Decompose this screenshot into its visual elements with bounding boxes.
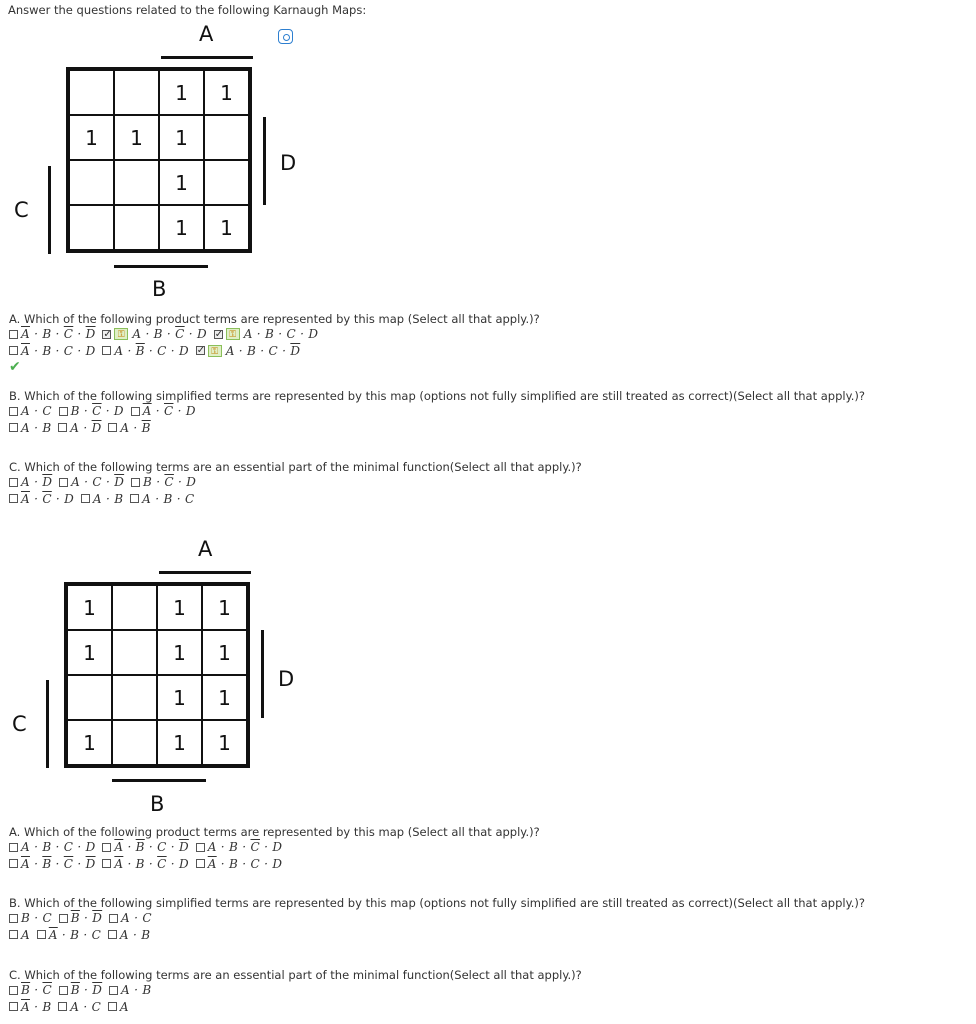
map1-bar-b bbox=[114, 265, 208, 268]
map2-qa-options bbox=[9, 839, 540, 872]
term-label: $A \cdot B \cdot C \cdot \overline{D}$ bbox=[225, 343, 301, 358]
term-variable: C bbox=[157, 840, 167, 854]
term-label: $A \cdot \overline{D}$ bbox=[70, 420, 102, 435]
map2-grid bbox=[64, 582, 250, 768]
map1-cell bbox=[69, 160, 114, 205]
option-checkbox[interactable] bbox=[59, 914, 68, 923]
term-label: $\overline{A} \cdot B \cdot C \cdot D$ bbox=[207, 856, 283, 871]
term-variable: $\overline{B}$ bbox=[70, 983, 80, 997]
term-variable: B bbox=[142, 983, 152, 997]
map2-question-b: B. Which of the following simplified terms are represented by this map (options not fully simplified are still treated as correct)(Select all that apply.)? B · C $\overline{B} \cdot \overline{D}$ A · C A $\overline{A} \cdot B \cdot C$ A · B bbox=[9, 896, 866, 942]
map1-bar-a bbox=[161, 56, 253, 59]
term-variable: $\overline{D}$ bbox=[92, 983, 103, 997]
map1-cell: 1 bbox=[114, 115, 159, 160]
term-variable: B bbox=[229, 856, 239, 871]
option-checkbox[interactable] bbox=[59, 478, 68, 487]
term-variable: A bbox=[21, 404, 30, 418]
term-variable: $\overline{A}$ bbox=[48, 927, 58, 942]
answer-option[interactable] bbox=[58, 999, 101, 1015]
term-variable: $\overline{D}$ bbox=[85, 327, 96, 341]
option-checkbox[interactable] bbox=[9, 986, 18, 995]
term-variable: $\overline{C}$ bbox=[42, 491, 52, 506]
term-variable: $\overline{A}$ bbox=[21, 856, 30, 871]
answer-option[interactable] bbox=[58, 420, 101, 436]
answer-option[interactable] bbox=[9, 910, 52, 926]
answer-option[interactable] bbox=[59, 910, 102, 926]
term-variable: $\overline{C}$ bbox=[163, 404, 174, 418]
map1-question-b: B. Which of the following simplified terms are represented by this map (options not fully simplified are still treated as correct)(Select all that apply.)? A · C $B \cdot \overline{C} \cdot D$ $\overline{A} \cdot \overline{C} \cdot D$ A · B $A \cdot \overline{D}$ $A \cdot \overline{B}$ bbox=[9, 389, 866, 435]
option-checkbox[interactable] bbox=[108, 930, 117, 939]
map2-cell: 1 bbox=[202, 675, 247, 720]
answer-option[interactable] bbox=[59, 982, 102, 998]
term-variable: $\overline{B}$ bbox=[135, 840, 145, 854]
term-variable: A bbox=[21, 420, 30, 435]
map1-cell: 1 bbox=[204, 205, 249, 250]
answer-option[interactable] bbox=[130, 491, 194, 507]
term-variable: C bbox=[63, 840, 74, 854]
term-variable: $\overline{A}$ bbox=[142, 404, 152, 418]
map1-qb-options bbox=[9, 403, 865, 436]
option-checkbox[interactable] bbox=[9, 914, 18, 923]
term-label: $\overline{A} \cdot B \cdot C$ bbox=[48, 927, 102, 942]
option-row bbox=[9, 927, 865, 944]
option-row bbox=[9, 403, 865, 420]
term-variable: B bbox=[163, 491, 173, 506]
term-label: A · C bbox=[70, 999, 102, 1014]
map1-cell bbox=[114, 205, 159, 250]
term-variable: D bbox=[186, 475, 197, 489]
term-variable: D bbox=[272, 840, 283, 854]
answer-key-icon: ⚿ bbox=[208, 345, 222, 357]
term-variable: B bbox=[70, 927, 80, 942]
term-variable: B bbox=[42, 343, 52, 358]
answer-option[interactable] bbox=[9, 491, 74, 507]
term-label: $\overline{A} \cdot \overline{C} \cdot D$ bbox=[21, 491, 75, 506]
answer-option[interactable] bbox=[59, 403, 124, 419]
term-variable: $\overline{C}$ bbox=[164, 475, 174, 489]
term-variable: $\overline{A}$ bbox=[21, 999, 30, 1014]
term-variable: A bbox=[207, 840, 217, 854]
term-variable: A bbox=[70, 420, 80, 435]
option-row bbox=[9, 856, 540, 873]
answer-option[interactable] bbox=[9, 839, 96, 855]
map2-bar-c bbox=[46, 680, 49, 768]
map2-cell bbox=[112, 585, 157, 630]
term-variable: B bbox=[247, 343, 257, 358]
term-variable: $\overline{D}$ bbox=[85, 856, 96, 871]
option-checkbox[interactable] bbox=[9, 494, 18, 503]
map1-label-c: C bbox=[14, 198, 29, 222]
term-label: $\overline{A} \cdot \overline{B} \cdot \overline{C} \cdot \overline{D}$ bbox=[21, 856, 96, 871]
answer-option[interactable] bbox=[9, 927, 30, 943]
term-label: $\overline{A} \cdot B$ bbox=[21, 999, 52, 1014]
term-label: A · B bbox=[121, 983, 152, 997]
answer-option[interactable] bbox=[9, 343, 96, 359]
term-variable: $\overline{A}$ bbox=[114, 856, 124, 871]
option-row bbox=[9, 474, 582, 491]
map2-label-c: C bbox=[12, 712, 27, 736]
option-checkbox[interactable] bbox=[109, 986, 118, 995]
term-label: $\overline{A} \cdot B \cdot \overline{C} \cdot \overline{D}$ bbox=[21, 327, 96, 341]
term-variable: C bbox=[184, 491, 195, 506]
term-label bbox=[21, 927, 30, 943]
answer-option[interactable] bbox=[131, 403, 196, 419]
map1-label-b: B bbox=[152, 277, 167, 301]
term-variable: D bbox=[64, 491, 75, 506]
map2-cell bbox=[112, 675, 157, 720]
map2-question-c: C. Which of the following terms are an essential part of the minimal function(Select all that apply.)? $\overline{B} \cdot \overline{C}$ $\overline{B} \cdot \overline{D}$ A · B $\overline{A} \cdot B$ A · C A bbox=[9, 968, 582, 1014]
answer-option[interactable] bbox=[102, 326, 207, 342]
term-variable: A bbox=[121, 983, 130, 997]
term-label: A · B · C · D bbox=[243, 327, 319, 341]
term-variable: $\overline{D}$ bbox=[92, 911, 103, 925]
map1-cell bbox=[69, 70, 114, 115]
term-label: A · C bbox=[21, 404, 52, 418]
term-variable: B bbox=[153, 327, 163, 341]
map1-cell: 1 bbox=[204, 70, 249, 115]
term-variable: $\overline{C}$ bbox=[42, 983, 52, 997]
map2-cell: 1 bbox=[67, 585, 112, 630]
term-variable: $\overline{A}$ bbox=[21, 343, 30, 358]
term-variable: $\overline{A}$ bbox=[21, 327, 30, 341]
term-label: $\overline{B} \cdot \overline{C}$ bbox=[21, 983, 52, 997]
term-label: $\overline{A} \cdot \overline{C} \cdot D$ bbox=[142, 404, 196, 418]
term-label: $\overline{A} \cdot B \cdot C \cdot D$ bbox=[21, 343, 96, 358]
term-variable: $\overline{C}$ bbox=[92, 404, 102, 418]
option-checkbox[interactable] bbox=[108, 1002, 117, 1011]
term-variable: $\overline{A}$ bbox=[207, 856, 217, 871]
term-variable: B bbox=[265, 327, 275, 341]
option-checkbox[interactable] bbox=[109, 914, 118, 923]
answer-option[interactable] bbox=[9, 856, 96, 872]
term-label: $A \cdot B \cdot \overline{C} \cdot D$ bbox=[132, 327, 207, 341]
instructions: Answer the questions related to the following Karnaugh Maps: bbox=[8, 3, 367, 17]
term-variable: $\overline{A}$ bbox=[114, 840, 124, 854]
option-checkbox[interactable] bbox=[9, 859, 18, 868]
option-checkbox[interactable] bbox=[102, 330, 111, 339]
term-variable: B bbox=[42, 999, 52, 1014]
term-variable: A bbox=[132, 327, 142, 341]
answer-option[interactable] bbox=[9, 403, 52, 419]
map2-cell: 1 bbox=[202, 585, 247, 630]
term-variable: C bbox=[91, 927, 102, 942]
option-checkbox[interactable] bbox=[37, 930, 46, 939]
term-variable: D bbox=[113, 404, 124, 418]
option-row bbox=[9, 839, 540, 856]
option-checkbox[interactable] bbox=[214, 330, 223, 339]
term-variable: $\overline{D}$ bbox=[178, 840, 189, 854]
map2-cell: 1 bbox=[157, 675, 202, 720]
term-variable: $\overline{C}$ bbox=[250, 840, 260, 854]
term-variable: C bbox=[157, 343, 167, 358]
term-variable: C bbox=[91, 999, 102, 1014]
term-label: $B \cdot \overline{C} \cdot D$ bbox=[70, 404, 124, 418]
option-checkbox[interactable] bbox=[9, 330, 18, 339]
option-row bbox=[9, 491, 582, 508]
term-label: A · B bbox=[119, 927, 151, 942]
option-checkbox[interactable] bbox=[9, 843, 18, 852]
option-checkbox[interactable] bbox=[196, 346, 205, 355]
term-variable: A bbox=[121, 911, 130, 925]
option-checkbox[interactable] bbox=[9, 478, 18, 487]
option-checkbox[interactable] bbox=[130, 494, 139, 503]
term-variable: $\overline{B}$ bbox=[141, 420, 151, 435]
term-label: A · B bbox=[21, 420, 52, 435]
term-variable: A bbox=[119, 999, 129, 1014]
answer-option[interactable] bbox=[9, 982, 52, 998]
answer-option[interactable] bbox=[9, 474, 52, 490]
map2-cell: 1 bbox=[67, 720, 112, 765]
answer-option[interactable] bbox=[9, 420, 51, 436]
term-variable: A bbox=[71, 475, 81, 489]
map1-cell bbox=[204, 115, 249, 160]
map2-label-b: B bbox=[150, 792, 165, 816]
answer-option[interactable] bbox=[196, 343, 301, 359]
option-checkbox[interactable] bbox=[102, 859, 111, 868]
option-row bbox=[9, 343, 540, 360]
term-variable: B bbox=[70, 404, 80, 418]
term-variable: D bbox=[308, 327, 319, 341]
option-checkbox[interactable] bbox=[81, 494, 90, 503]
term-label: $B \cdot \overline{C} \cdot D$ bbox=[142, 475, 197, 489]
map1-question-c: C. Which of the following terms are an essential part of the minimal function(Select all that apply.)? $A \cdot \overline{D}$ $A \cdot C \cdot \overline{D}$ $B \cdot \overline{C} \cdot D$ $\overline{A} \cdot \overline{C} \cdot D$ A · B A · B · C bbox=[9, 460, 582, 506]
answer-option[interactable] bbox=[108, 420, 150, 436]
term-label: B · C bbox=[21, 911, 52, 925]
answer-option[interactable] bbox=[59, 474, 124, 490]
answer-option[interactable] bbox=[109, 982, 151, 998]
answer-option[interactable] bbox=[102, 839, 189, 855]
answer-option[interactable] bbox=[214, 326, 319, 342]
term-variable: $\overline{C}$ bbox=[157, 856, 167, 871]
term-variable: B bbox=[142, 475, 153, 489]
option-row bbox=[9, 910, 865, 927]
answer-option[interactable] bbox=[9, 326, 96, 342]
term-label bbox=[120, 999, 129, 1015]
term-variable: $\overline{C}$ bbox=[63, 327, 74, 341]
term-variable: $\overline{B}$ bbox=[42, 856, 52, 871]
map1-label-a: A bbox=[199, 22, 214, 46]
answer-option[interactable] bbox=[81, 491, 123, 507]
answer-option[interactable] bbox=[102, 343, 189, 359]
term-variable: $\overline{D}$ bbox=[114, 475, 125, 489]
map2-label-a: A bbox=[198, 537, 213, 561]
term-variable: $\overline{D}$ bbox=[42, 475, 53, 489]
term-variable: B bbox=[114, 491, 124, 506]
term-variable: B bbox=[42, 327, 52, 341]
map2-qc-options bbox=[9, 982, 582, 1015]
term-variable: B bbox=[21, 911, 31, 925]
term-label: A · B bbox=[92, 491, 124, 506]
option-row bbox=[9, 420, 865, 437]
map1-cell bbox=[69, 205, 114, 250]
answer-option[interactable] bbox=[108, 927, 150, 943]
term-variable: $\overline{B}$ bbox=[70, 911, 80, 925]
term-label: $A \cdot B \cdot \overline{C} \cdot D$ bbox=[207, 840, 283, 854]
term-variable: A bbox=[21, 475, 30, 489]
map1-cell bbox=[204, 160, 249, 205]
term-variable: C bbox=[250, 856, 260, 871]
term-variable: $\overline{C}$ bbox=[63, 856, 74, 871]
term-label: $\overline{A} \cdot B \cdot \overline{C} \cdot D$ bbox=[114, 856, 189, 871]
answer-key-icon: ⚿ bbox=[114, 328, 128, 340]
answer-option[interactable] bbox=[9, 999, 51, 1015]
term-variable: A bbox=[243, 327, 253, 341]
option-row bbox=[9, 326, 540, 343]
term-variable: A bbox=[21, 927, 30, 942]
map2-cell: 1 bbox=[157, 585, 202, 630]
answer-option[interactable] bbox=[102, 856, 189, 872]
map2-cell: 1 bbox=[202, 630, 247, 675]
correct-checkmark-icon: ✔ bbox=[9, 359, 21, 375]
term-label: $A \cdot \overline{B} \cdot C \cdot D$ bbox=[114, 343, 189, 358]
map1-grid bbox=[66, 67, 252, 253]
map2-cell bbox=[67, 675, 112, 720]
answer-option[interactable] bbox=[108, 999, 129, 1015]
option-checkbox[interactable] bbox=[9, 423, 18, 432]
term-variable: B bbox=[42, 420, 52, 435]
term-variable: C bbox=[42, 404, 52, 418]
answer-key-icon: ⚿ bbox=[226, 328, 240, 340]
term-variable: D bbox=[85, 343, 96, 358]
term-variable: C bbox=[63, 343, 74, 358]
term-variable: D bbox=[272, 856, 283, 871]
term-variable: B bbox=[141, 927, 151, 942]
option-checkbox[interactable] bbox=[9, 1002, 18, 1011]
term-label: A · B · C bbox=[142, 491, 195, 506]
term-variable: D bbox=[178, 343, 189, 358]
map2-cell bbox=[112, 630, 157, 675]
term-label: $A \cdot \overline{D}$ bbox=[21, 475, 53, 489]
term-label: $A \cdot \overline{B}$ bbox=[120, 420, 151, 435]
map2-cell: 1 bbox=[67, 630, 112, 675]
map1-label-d: D bbox=[280, 151, 297, 175]
term-variable: A bbox=[225, 343, 235, 358]
term-variable: B bbox=[229, 840, 239, 854]
term-variable: D bbox=[196, 327, 207, 341]
map2-label-d: D bbox=[278, 667, 295, 691]
term-variable: $\overline{B}$ bbox=[21, 983, 31, 997]
map2-bar-d bbox=[261, 630, 264, 718]
option-checkbox[interactable] bbox=[131, 478, 140, 487]
map2-bar-b bbox=[112, 779, 206, 782]
answer-option[interactable] bbox=[196, 856, 283, 872]
option-checkbox[interactable] bbox=[102, 843, 111, 852]
term-variable: $\overline{A}$ bbox=[21, 491, 30, 506]
map1-cell: 1 bbox=[159, 160, 204, 205]
answer-option[interactable] bbox=[131, 474, 196, 490]
option-checkbox[interactable] bbox=[9, 407, 18, 416]
option-checkbox[interactable] bbox=[59, 986, 68, 995]
option-checkbox[interactable] bbox=[9, 346, 18, 355]
option-checkbox[interactable] bbox=[58, 1002, 67, 1011]
map2-qb-options bbox=[9, 910, 865, 943]
term-variable: A bbox=[70, 999, 80, 1014]
term-variable: $\overline{D}$ bbox=[290, 343, 301, 358]
term-variable: A bbox=[120, 420, 130, 435]
map1-question-a: A. Which of the following product terms are represented by this map (Select all that apply.)? $\overline{A} \cdot B \cdot \overline{C} \cdot \overline{D}$ ✓ ⚿ $A \cdot B \cdot \overline{C} \cdot D$ ✓ ⚿ A · B · C · D $\overline{A} \cdot B \cdot C \cdot D$ $A \cdot \overline{B} \cdot C \cdot D$ ✓ ⚿ $A \cdot B \cdot C \cdot \overline{D}$ ✔ bbox=[9, 312, 540, 375]
term-label: $\overline{B} \cdot \overline{D}$ bbox=[70, 911, 103, 925]
answer-option[interactable] bbox=[196, 839, 283, 855]
ocr-scan-icon[interactable] bbox=[278, 29, 293, 44]
map1-cell: 1 bbox=[159, 205, 204, 250]
term-variable: D bbox=[178, 856, 189, 871]
map1-cell: 1 bbox=[159, 115, 204, 160]
option-checkbox[interactable] bbox=[196, 843, 205, 852]
term-variable: A bbox=[119, 927, 129, 942]
map2-cell: 1 bbox=[157, 630, 202, 675]
map1-cell: 1 bbox=[159, 70, 204, 115]
option-checkbox[interactable] bbox=[9, 930, 18, 939]
term-variable: A bbox=[114, 343, 124, 358]
term-variable: C bbox=[268, 343, 278, 358]
map2-bar-a bbox=[159, 571, 251, 574]
answer-option[interactable] bbox=[109, 910, 152, 926]
map2-question-a: A. Which of the following product terms are represented by this map (Select all that apply.)? A · B · C · D $\overline{A} \cdot \overline{B} \cdot C \cdot \overline{D}$ $A \cdot B \cdot \overline{C} \cdot D$ $\overline{A} \cdot \overline{B} \cdot \overline{C} \cdot \overline{D}$ $\overline{A} \cdot B \cdot \overline{C} \cdot D$ $\overline{A} \cdot B \cdot C \cdot D$ bbox=[9, 825, 540, 871]
option-checkbox[interactable] bbox=[196, 859, 205, 868]
map1-bar-d bbox=[263, 117, 266, 205]
term-variable: $\overline{B}$ bbox=[135, 343, 145, 358]
map1-cell bbox=[114, 160, 159, 205]
term-variable: B bbox=[135, 856, 145, 871]
term-variable: D bbox=[85, 840, 96, 854]
term-variable: C bbox=[286, 327, 296, 341]
term-variable: A bbox=[92, 491, 102, 506]
term-label: $\overline{A} \cdot \overline{B} \cdot C \cdot \overline{D}$ bbox=[114, 840, 189, 854]
map1-qa-options bbox=[9, 326, 540, 359]
option-checkbox[interactable] bbox=[102, 346, 111, 355]
term-variable: C bbox=[92, 475, 102, 489]
term-variable: $\overline{D}$ bbox=[91, 420, 102, 435]
term-label: A · C bbox=[121, 911, 152, 925]
answer-option[interactable] bbox=[37, 927, 101, 943]
option-checkbox[interactable] bbox=[108, 423, 117, 432]
map2-cell bbox=[112, 720, 157, 765]
option-row bbox=[9, 999, 582, 1016]
term-variable: B bbox=[42, 840, 52, 854]
term-variable: D bbox=[185, 404, 196, 418]
option-checkbox[interactable] bbox=[58, 423, 67, 432]
term-variable: $\overline{C}$ bbox=[175, 327, 185, 341]
map1-cell: 1 bbox=[69, 115, 114, 160]
option-row bbox=[9, 982, 582, 999]
map2-cell: 1 bbox=[157, 720, 202, 765]
map1-cell bbox=[114, 70, 159, 115]
term-variable: C bbox=[142, 911, 152, 925]
option-checkbox[interactable] bbox=[59, 407, 68, 416]
term-variable: C bbox=[42, 911, 52, 925]
term-variable: A bbox=[142, 491, 152, 506]
term-label: A · B · C · D bbox=[21, 840, 96, 854]
map1-bar-c bbox=[48, 166, 51, 254]
map1-qc-options bbox=[9, 474, 582, 507]
term-label: $\overline{B} \cdot \overline{D}$ bbox=[70, 983, 103, 997]
option-checkbox[interactable] bbox=[131, 407, 140, 416]
map2-cell: 1 bbox=[202, 720, 247, 765]
term-variable: A bbox=[21, 840, 30, 854]
term-label: $A \cdot C \cdot \overline{D}$ bbox=[71, 475, 125, 489]
